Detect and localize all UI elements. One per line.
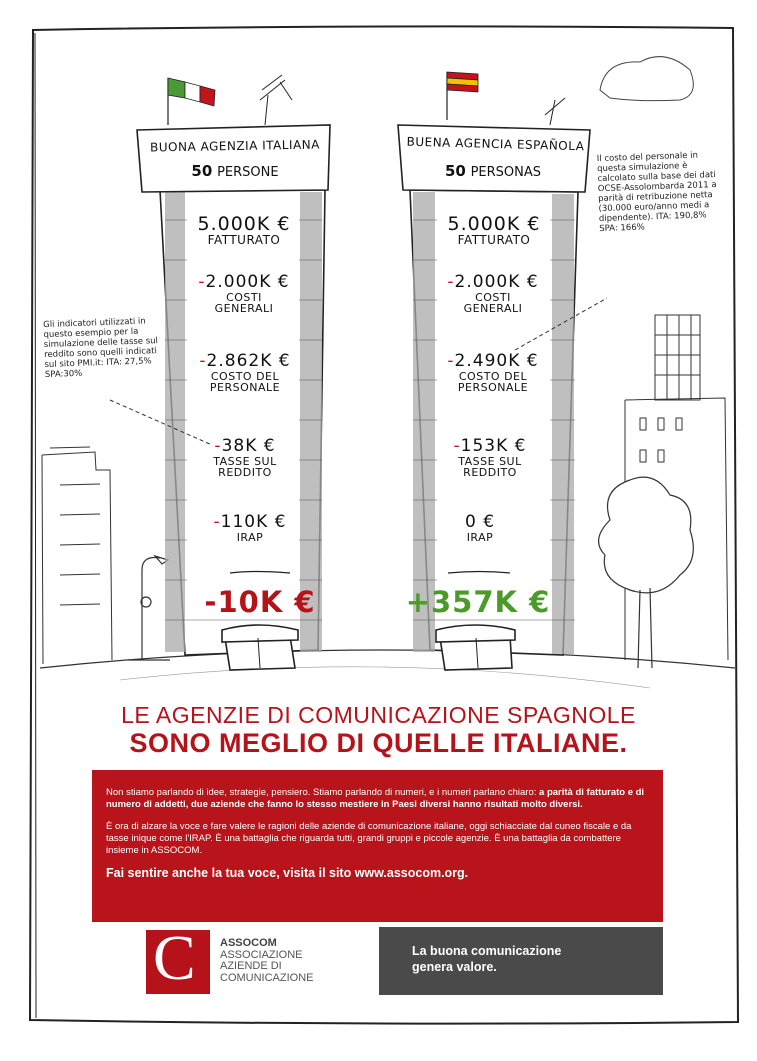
body-p1-regular: Non stiamo parlando di idee, strategie, pensiero. Stiamo parlando di numeri, e i numeri parlano chiaro: xyxy=(106,787,537,798)
tagline-line2: genera valore. xyxy=(412,960,497,974)
italian-personnel-cost-label: COSTO DEL PERSONALE xyxy=(209,370,281,394)
spanish-people-word: PERSONAS xyxy=(470,165,542,180)
minus-sign: - xyxy=(447,272,455,292)
spanish-income-tax xyxy=(440,436,540,478)
italian-irap xyxy=(200,512,300,543)
assocom-logo-text xyxy=(220,938,314,984)
italian-general-costs xyxy=(190,272,298,314)
headline-line2: SONO MEGLIO DI QUELLE ITALIANE. xyxy=(129,728,628,758)
tagline-box xyxy=(379,927,663,995)
italian-people-word: PERSONE xyxy=(217,165,279,180)
spanish-general-costs-value: -2.000K € xyxy=(447,272,539,292)
italian-revenue xyxy=(185,213,303,246)
spanish-general-costs xyxy=(438,272,548,314)
italian-personnel-cost xyxy=(190,351,300,393)
italian-income-tax xyxy=(200,436,290,478)
minus-sign: - xyxy=(199,351,207,371)
spanish-irap xyxy=(440,512,520,543)
spanish-income-tax-value: -153K € xyxy=(453,436,527,456)
spanish-people-count: 50 xyxy=(444,162,466,180)
call-to-action[interactable]: Fai sentire anche la tua voce, visita il sito www.assocom.org. xyxy=(106,866,469,880)
assocom-logo-mark xyxy=(146,922,210,994)
right-note: Il costo del personale in questa simulazione è calcolato sulla base dei dati OCSE-Assolombarda 2011 a parità di retribuzione netta (30.000 euro/anno medi a dipendente). ITA: 190,8% SPA: 166% xyxy=(596,150,717,235)
logo-line1: ASSOCIAZIONE xyxy=(220,948,303,961)
spanish-revenue-label: FATTURATO xyxy=(457,233,531,247)
spanish-irap-value: 0 € xyxy=(464,512,496,532)
italian-general-costs-value: -2.000K € xyxy=(198,272,290,292)
minus-sign: - xyxy=(213,512,221,532)
italian-irap-label: IRAP xyxy=(236,531,264,544)
italian-revenue-label: FATTURATO xyxy=(207,233,281,247)
tagline-line1: La buona comunicazione xyxy=(412,944,562,958)
logo-line3: COMUNICAZIONE xyxy=(220,971,314,984)
spanish-result: +357K € xyxy=(405,585,551,619)
left-note: Gli indicatori utilizzati in questo esempio per la simulazione delle tasse sul reddito sono quelli indicati sul sito PMI.it: ITA: 27,5% SPA:30% xyxy=(42,316,159,381)
minus-sign: - xyxy=(198,272,206,292)
spanish-revenue-value: 5.000K € xyxy=(447,213,541,235)
spanish-personnel-cost-label: COSTO DEL PERSONALE xyxy=(457,370,529,394)
italian-irap-value: -110K € xyxy=(213,512,287,532)
body-p1-bold: a parità di fatturato e di numero di addetti, due aziende che fanno lo stesso mestiere in Paesi diversi hanno risultati molto diversi. xyxy=(106,787,645,810)
italian-personnel-cost-value: -2.862K € xyxy=(199,351,291,371)
body-paragraph-2: È ora di alzare la voce e fare valere le ragioni delle aziende di comunicazione italiane, oggi schiacciate dal cuneo fiscale e da tasse inique come l'IRAP. È una battaglia che riguarda tutti, grandi gruppi e piccole agenzie. È una battaglia da combattere insieme in ASSOCOM. xyxy=(106,821,632,856)
minus-sign: - xyxy=(447,351,455,371)
minus-sign: - xyxy=(453,436,461,456)
headline-line1: LE AGENZIE DI COMUNICAZIONE SPAGNOLE xyxy=(121,702,636,728)
italian-result: -10K € xyxy=(204,585,316,619)
body-text-box xyxy=(92,770,663,922)
street-lamp xyxy=(128,556,170,660)
cloud xyxy=(600,57,693,101)
spanish-revenue xyxy=(435,213,553,246)
spanish-income-tax-label: TASSE SUL REDDITO xyxy=(458,455,522,479)
spanish-sign-title: BUENA AGENCIA ESPAÑOLA xyxy=(406,134,585,154)
minus-sign: - xyxy=(214,436,222,456)
left-background-building xyxy=(42,447,112,664)
italian-sign-people xyxy=(160,162,310,180)
logo-letter: C xyxy=(153,922,196,993)
spanish-general-costs-label: COSTI GENERALI xyxy=(463,291,523,315)
spanish-personnel-cost-value: -2.490K € xyxy=(447,351,539,371)
logo-brand: ASSOCOM xyxy=(220,937,277,949)
logo-line2: AZIENDE DI xyxy=(220,960,282,972)
italian-general-costs-label: COSTI GENERALI xyxy=(214,291,274,315)
italian-income-tax-label: TASSE SUL REDDITO xyxy=(213,455,277,479)
italian-income-tax-value: -38K € xyxy=(214,436,276,456)
spanish-sign-people xyxy=(418,162,568,180)
spanish-personnel-cost xyxy=(438,351,548,393)
body-paragraph-1 xyxy=(106,787,651,811)
italian-revenue-value: 5.000K € xyxy=(197,213,291,235)
spanish-irap-label: IRAP xyxy=(466,531,494,544)
italian-sign-title: BUONA AGENZIA ITALIANA xyxy=(149,137,321,155)
italian-people-count: 50 xyxy=(191,162,213,180)
tree xyxy=(599,477,694,668)
